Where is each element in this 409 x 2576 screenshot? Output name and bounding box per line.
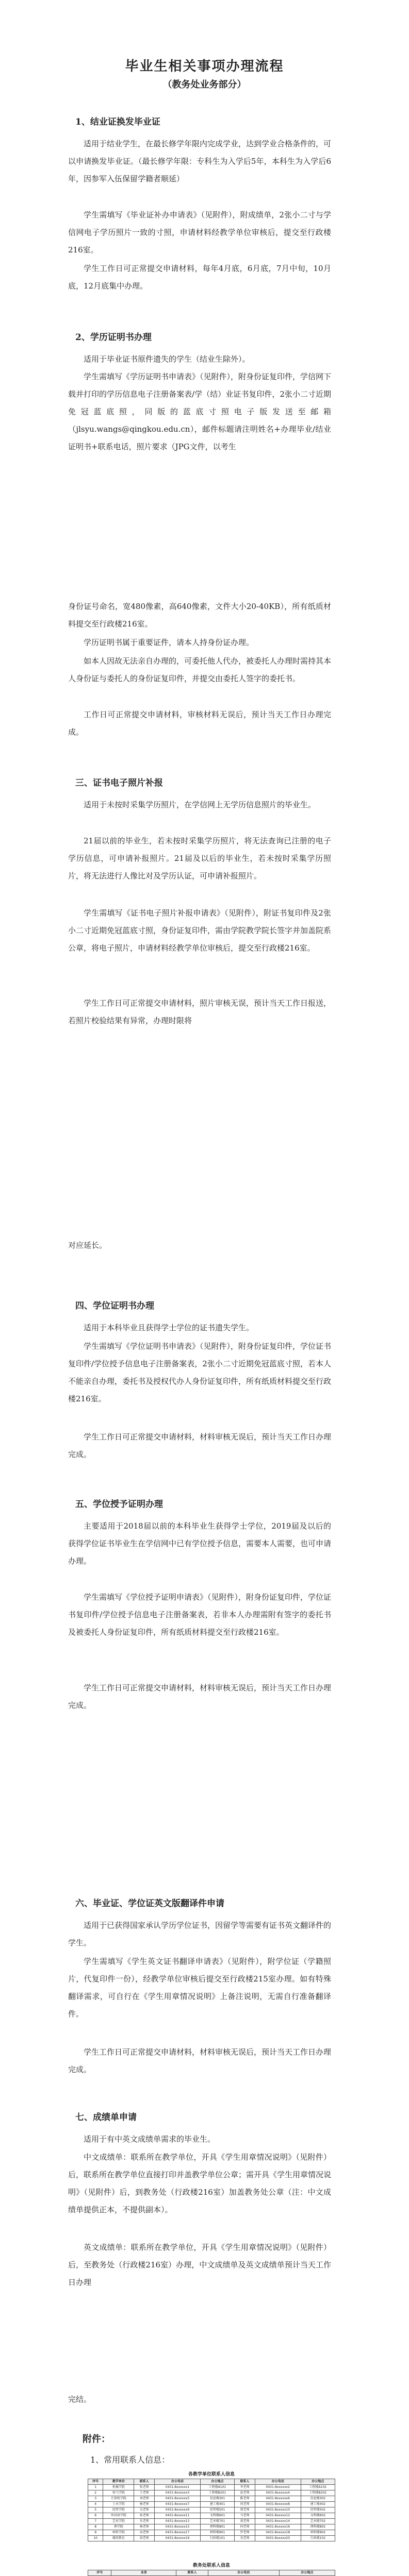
contact-table-1-cell: 刘老师	[134, 2496, 155, 2502]
section-7-para-1: 适用于有中英文成绩单需求的毕业生。	[84, 2134, 216, 2144]
contact-table-2-header-1: 业务	[111, 2570, 176, 2576]
contact-table-1-cell: 建工楼401	[200, 2502, 234, 2507]
contact-table-1-cell: 信息楼302	[301, 2496, 335, 2502]
contact-table-1-caption: 各教学单位联系人信息	[188, 2472, 235, 2477]
contact-table-1-cell: 6	[88, 2513, 103, 2519]
contact-table-1-row	[88, 2536, 335, 2541]
contact-table-1-cell: 0431-8xxxxx10	[255, 2507, 301, 2513]
section-7-cont: 完结。	[68, 2395, 92, 2404]
contact-table-1-cell: 0431-8xxxxxx1	[155, 2485, 201, 2490]
contact-table-1-cell: 5	[88, 2507, 103, 2513]
contact-table-1-cell: 梁老师	[134, 2536, 155, 2541]
contact-table-1-cell: 艺术楼701	[200, 2519, 234, 2524]
contact-table-1-cell: 周老师	[235, 2502, 255, 2507]
contact-table-1-cell: 0431-8xxxxx18	[255, 2530, 301, 2536]
attachment-item-1: 1、常用联系人信息：	[90, 2455, 170, 2465]
contact-table-1-cell: 工程楼A101	[200, 2485, 234, 2490]
contact-table-1-cell: 文科楼601	[200, 2513, 234, 2519]
section-4-para-3: 学生工作日可正常提交申请材料，材料审核无误后，预计当天工作日办理完成。	[68, 1432, 332, 1459]
contact-table-1-row	[88, 2490, 335, 2496]
contact-table-1-cell: 土木学院	[103, 2502, 134, 2507]
contact-table-1-cell: 陈老师	[235, 2496, 255, 2502]
contact-table-1-cell: 胡老师	[235, 2519, 255, 2524]
contact-table-1-cell: 行政楼102	[301, 2536, 335, 2541]
contact-table-1-cell: 吴老师	[134, 2507, 155, 2513]
contact-table-1-header-0: 序号	[88, 2479, 103, 2485]
contact-table-1-cell: 0431-8xxxxx17	[155, 2530, 201, 2536]
section-1-para-2: 学生需填写《毕业证补办申请表》（见附件），附成绩单，2张小二寸与学信网电子学历照片一致的寸照，申请材料经教学单位审核后，提交至行政楼216室。	[68, 210, 331, 255]
section-7-para-2: 中文成绩单：联系所在教学单位，开具《学生用章情况说明》（见附件）后，联系所在教学单位直接打印并盖教学单位公章；需开具《学生用章情况说明》（见附件）后，到教务处（行政楼216室）加盖教务处公章（注：中文成绩单提供正本，不提供副本）。	[68, 2153, 332, 2214]
contact-table-1-cell: 0431-8xxxxxx8	[255, 2502, 301, 2507]
contact-table-1-cell: 外国语学院	[103, 2513, 134, 2519]
section-3-para-3: 学生需填写《证书电子照片补报申请表》（见附件），附证书复印件及2张小二寸近期免冠蓝底寸照，身份证复印件，需由学院教学院长签字并加盖院系公章，将电子照片，申请材料经教学单位审核后，提交至行政楼216室。	[68, 908, 332, 953]
contact-table-1-cell: 9	[88, 2530, 103, 2536]
contact-table-1-cell: 张老师	[134, 2485, 155, 2490]
section-5-para-1: 主要适用于2018届以前的本科毕业生获得学士学位，2019届及以后的获得学位证书毕业生在学信网中已有学位授予信息，需要本人需要，也可申请办理。	[68, 1521, 332, 1566]
contact-table-1-cell: 计算机学院	[103, 2496, 134, 2502]
contact-table-1-cell: 0431-8xxxxx11	[155, 2513, 201, 2519]
contact-table-1-cell: 0431-8xxxxxx7	[155, 2502, 201, 2507]
contact-table-2	[88, 2562, 335, 2576]
contact-table-1-cell: 王老师	[134, 2490, 155, 2496]
contact-table-1-cell: 4	[88, 2502, 103, 2507]
contact-table-1-header-5: 联系人	[235, 2479, 255, 2485]
section-4-para-1: 适用于本科毕业且获得学士学位的证书遗失学生。	[84, 1323, 254, 1332]
section-7-para-3: 英文成绩单：联系所在教学单位，开具《学生用章情况说明》（见附件）后，至教务处（行政楼216室）办理，中文成绩单及英文成绩单预计当天工作日办理	[68, 2243, 331, 2287]
section-2-para-2: 学生需填写《学历证明书申请表》（见附件），附身份证复印件，学信网下载并打印的学历信息电子注册备案表/学（结）业证书复印件，2张小二寸近期免冠蓝底照，同版的蓝底寸照电子版发送至邮箱（jlsyu.wangs@qingkou.edu.cn），邮件标题请注明姓名+办理毕业/结业证明书+联系电话，照片要求（JPG文件，以考生	[68, 372, 332, 451]
section-3-para-1: 适用于未按时采集学历照片，在学信网上无学历信息照片的毕业生。	[84, 800, 316, 809]
contact-table-1-cell: 郑老师	[235, 2507, 255, 2513]
section-1-title: 1、结业证换发毕业证	[75, 117, 160, 127]
contact-table-1-cell: 0431-8xxxxx20	[255, 2536, 301, 2541]
contact-table-1-cell: 0431-8xxxxx14	[255, 2519, 301, 2524]
contact-table-1-cell: 材料学院	[103, 2530, 134, 2536]
section-2-cont-3: 如本人因故无法亲自办理的，可委托他人代办，被委托人办理时需持其本人身份证与委托人的身份证复印件，并提交由委托人签字的委托书。	[68, 656, 332, 683]
contact-table-1-cell: 0431-8xxxxxx5	[155, 2496, 201, 2502]
contact-table-1-cell: 0431-8xxxxx12	[255, 2513, 301, 2519]
section-4-para-2: 学生需填写《学位证明书申请表》（见附件），附身份证复印件，学位证书复印件/学位授予信息电子注册备案表，2张小二寸近期免冠蓝底寸照，若本人不能亲自办理，委托书及授权代办人身份证复印件，所有纸质材料提交至行政楼216室。	[68, 1342, 332, 1403]
contact-table-2-header-3: 办公电话	[208, 2570, 279, 2576]
section-1-para-1: 适用于结业学生，在最长修学年限内完成学业，达到学业合格条件的，可以申请换发毕业证。（最长修学年限：专科生为入学后5年，本科生为入学后6年，因参军入伍保留学籍者顺延）	[68, 139, 332, 183]
contact-table-1-row	[88, 2530, 335, 2536]
section-3-title: 三、证书电子照片补报	[75, 778, 163, 788]
section-2-para-1: 适用于毕业证书原件遗失的学生（结业生除外）。	[84, 354, 250, 364]
contact-table-1-cell: 材料楼902	[301, 2530, 335, 2536]
contact-table-1-cell: 1	[88, 2485, 103, 2490]
contact-table-1-cell: 马老师	[235, 2513, 255, 2519]
contact-table-1-cell: 0431-8xxxxxx4	[255, 2490, 301, 2496]
contact-table-1-row	[88, 2496, 335, 2502]
contact-table-1-row	[88, 2507, 335, 2513]
section-2-cont-4: 工作日可正常提交申请材料，审核材料无误后，预计当天工作日办理完成。	[68, 710, 331, 737]
contact-table-1-cell: 林老师	[134, 2524, 155, 2530]
contact-table-1-cell: 7	[88, 2519, 103, 2524]
contact-table-1-cell: 信息楼301	[200, 2496, 234, 2502]
contact-table-1-cell: 赵老师	[235, 2490, 255, 2496]
section-5-title: 五、学位授予证明办理	[75, 1499, 163, 1510]
contact-table-1-cell: 0431-8xxxxx19	[155, 2536, 201, 2541]
section-1-para-3: 学生工作日可正常提交申请材料，每年4月底，6月底，7月中旬，10月底，12月底集中办理。	[68, 264, 331, 291]
contact-table-1-row	[88, 2485, 335, 2490]
page-title: 毕业生相关事项办理流程	[125, 59, 284, 74]
contact-table-1-cell: 行政楼101	[200, 2536, 234, 2541]
contact-table-2-caption: 教务处联系人信息	[192, 2563, 230, 2568]
contact-table-1-row	[88, 2524, 335, 2530]
contact-table-1-cell: 经管学院	[103, 2507, 134, 2513]
section-3-para-4: 学生工作日可正常提交申请材料，照片审核无误，预计当天工作日报送，若照片校验结果有异常，办理时限将	[68, 998, 332, 1025]
contact-table-1-cell: 艺术学院	[103, 2519, 134, 2524]
contact-table-1-cell: 工程楼A102	[301, 2485, 335, 2490]
contact-table-1-cell: 艺术楼702	[301, 2519, 335, 2524]
contact-table-1-cell: 机械学院	[103, 2485, 134, 2490]
contact-table-1-cell: 0431-8xxxxxx2	[255, 2485, 301, 2490]
contact-table-1-cell: 高老师	[134, 2530, 155, 2536]
contact-table-2-header-0: 序号	[88, 2570, 111, 2576]
section-4-title: 四、学位证明书办理	[75, 1301, 154, 1311]
section-6-para-1: 适用于已获得国家承认学历学位证书，因留学等需要有证书英文翻译件的学生。	[68, 1921, 332, 1947]
section-6-para-3: 学生工作日可正常提交申请材料，材料审核无误后，预计当天工作日办理完成。	[68, 2047, 332, 2074]
contact-table-1-cell: 0431-8xxxxxx9	[155, 2507, 201, 2513]
contact-table-1-cell: 材料楼901	[200, 2530, 234, 2536]
contact-table-1-cell: 理学院	[103, 2524, 134, 2530]
contact-table-1-cell: 理科楼801	[200, 2524, 234, 2530]
contact-table-1-cell: 0431-8xxxxx13	[155, 2519, 201, 2524]
contact-table-1-header-7: 办公地点	[301, 2479, 335, 2485]
contact-table-1-cell: 建工楼402	[301, 2502, 335, 2507]
section-2-cont-2: 学历证明书属于重要证件，请本人持身份证办理。	[84, 638, 254, 647]
contact-table-1-cell: 8	[88, 2524, 103, 2530]
contact-table-1-row	[88, 2519, 335, 2524]
contact-table-1-cell: 宋老师	[235, 2536, 255, 2541]
contact-table-1-cell: 0431-8xxxxx15	[155, 2524, 201, 2530]
contact-table-1-cell: 罗老师	[235, 2530, 255, 2536]
section-2-cont-1: 身份证号命名，宽480像素，高640像素，文件大小20-40KB），所有纸质材料提交至行政楼216室。	[68, 602, 331, 629]
contact-table-1-cell: 李老师	[235, 2485, 255, 2490]
contact-table-1-header-2: 联系人	[134, 2479, 155, 2485]
section-6-title: 六、毕业证、学位证英文版翻译件申请	[75, 1899, 224, 1909]
contact-table-1-header-3: 办公电话	[155, 2479, 201, 2485]
section-7-title: 七、成绩单申请	[75, 2112, 137, 2123]
contact-table-1-header-4: 办公地点	[200, 2479, 234, 2485]
contact-table-1-row	[88, 2502, 335, 2507]
attachments-title: 附件：	[83, 2434, 110, 2445]
contact-table-1-cell: 理科楼802	[301, 2524, 335, 2530]
contact-table-1-cell: 经管楼501	[200, 2507, 234, 2513]
contact-table-1-cell: 工程楼B202	[301, 2490, 335, 2496]
contact-table-1-cell: 何老师	[235, 2524, 255, 2530]
contact-table-1-cell: 经管楼502	[301, 2507, 335, 2513]
contact-table-1-header-6: 办公电话	[255, 2479, 301, 2485]
contact-table-1-cell: 杨老师	[134, 2502, 155, 2507]
contact-table-1-cell: 电气学院	[103, 2490, 134, 2496]
contact-table-1	[88, 2470, 335, 2541]
section-2-title: 2、学历证明书办理	[75, 332, 152, 343]
contact-table-2-header-2: 联系人	[176, 2570, 208, 2576]
section-6-para-2: 学生需填写《学生英文证书翻译申请表》（见附件），附学位证（学籍照片，代复印件一份），经教学单位审核后提交至行政楼215室办理。如有特殊翻译需求，可自行在《学生用章情况说明》上备注说明，无需自行准备翻译件。	[68, 1957, 331, 2019]
contact-table-1-cell: 工程楼B201	[200, 2490, 234, 2496]
contact-table-1-row	[88, 2513, 335, 2519]
section-3-para-2: 21届以前的毕业生，若未按时采集学历照片，将无法查询已注册的电子学历信息，可申请补报照片。21届及以后的毕业生，若未按时采集学历照片，将无法进行人像比对及学历认证，可申请补报照片。	[68, 836, 331, 880]
section-5-para-2: 学生需填写《学位授予证明申请表》（见附件），附身份证复印件，学位证书复印件/学位授予信息电子注册备案表，若非本人办理需附有签字的委托书及被委托人身份证复印件，所有纸质材料提交至行政楼216室。	[68, 1592, 332, 1637]
section-3-cont: 对应延长。	[68, 1241, 107, 1250]
contact-table-1-cell: 10	[88, 2536, 103, 2541]
contact-table-1-cell: 朱老师	[134, 2519, 155, 2524]
contact-table-1-cell: 3	[88, 2496, 103, 2502]
contact-table-1-cell: 2	[88, 2490, 103, 2496]
contact-table-1-header-1: 教学单位	[103, 2479, 134, 2485]
contact-table-1-cell: 文科楼602	[301, 2513, 335, 2519]
contact-table-1-cell: 0431-8xxxxxx6	[255, 2496, 301, 2502]
contact-table-2-header-4: 办公地点	[279, 2570, 335, 2576]
contact-table-1-cell: 0431-8xxxxxx3	[155, 2490, 201, 2496]
contact-table-1-cell: 0431-8xxxxx16	[255, 2524, 301, 2530]
contact-table-1-cell: 继续教育	[103, 2536, 134, 2541]
contact-table-1-cell: 孙老师	[134, 2513, 155, 2519]
page-subtitle: （教务处业务部分）	[162, 79, 247, 90]
section-5-para-3: 学生工作日可正常提交申请材料，材料审核无误后，预计当天工作日办理完成。	[68, 1683, 332, 1710]
